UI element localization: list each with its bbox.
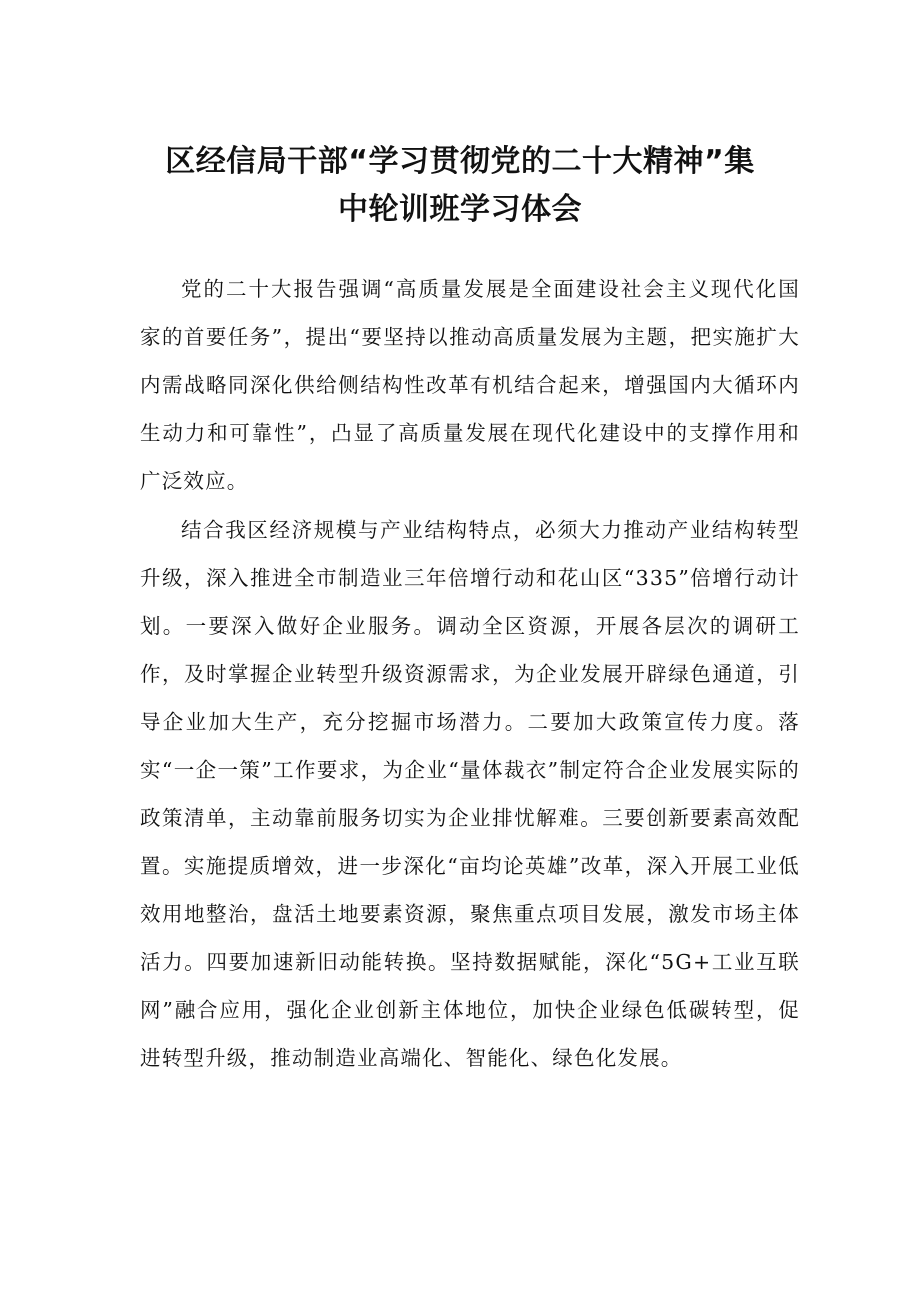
paragraph-2: 结合我区经济规模与产业结构特点，必须大力推动产业结构转型升级，深入推进全市制造业三年倍增行动和花山区“335”倍增行动计划。一要深入做好企业服务。调动全区资源，开展各层次的调研工作，及时掌握企业转型升级资源需求，为企业发展开辟绿色通道，引导企业加大生产，充分挖掘市场潜力。二要加大政策宣传力度。落实“一企一策”工作要求，为企业“量体裁衣”制定符合企业发展实际的政策清单，主动靠前服务切实为企业排忧解难。三要创新要素高效配置。实施提质增效，进一步深化“亩均论英雄”改革，深入开展工业低效用地整治，盘活土地要素资源，聚焦重点项目发展，激发市场主体活力。四要加速新旧动能转换。坚持数据赋能，深化“5G+工业互联网”融合应用，强化企业创新主体地位，加快企业绿色低碳转型，促进转型升级，推动制造业高端化、智能化、绿色化发展。 bbox=[140, 518, 800, 1070]
title-line-2: 中轮训班学习体会 bbox=[338, 192, 582, 227]
document-body bbox=[140, 265, 800, 1083]
title-line-1: 区经信局干部“学习贯彻党的二十大精神”集 bbox=[165, 144, 755, 179]
document-title bbox=[110, 138, 810, 234]
paragraph-1: 党的二十大报告强调“高质量发展是全面建设社会主义现代化国家的首要任务”，提出“要坚持以推动高质量发展为主题，把实施扩大内需战略同深化供给侧结构性改革有机结合起来，增强国内大循环内生动力和可靠性”，凸显了高质量发展在现代化建设中的支撑作用和广泛效应。 bbox=[140, 277, 800, 493]
